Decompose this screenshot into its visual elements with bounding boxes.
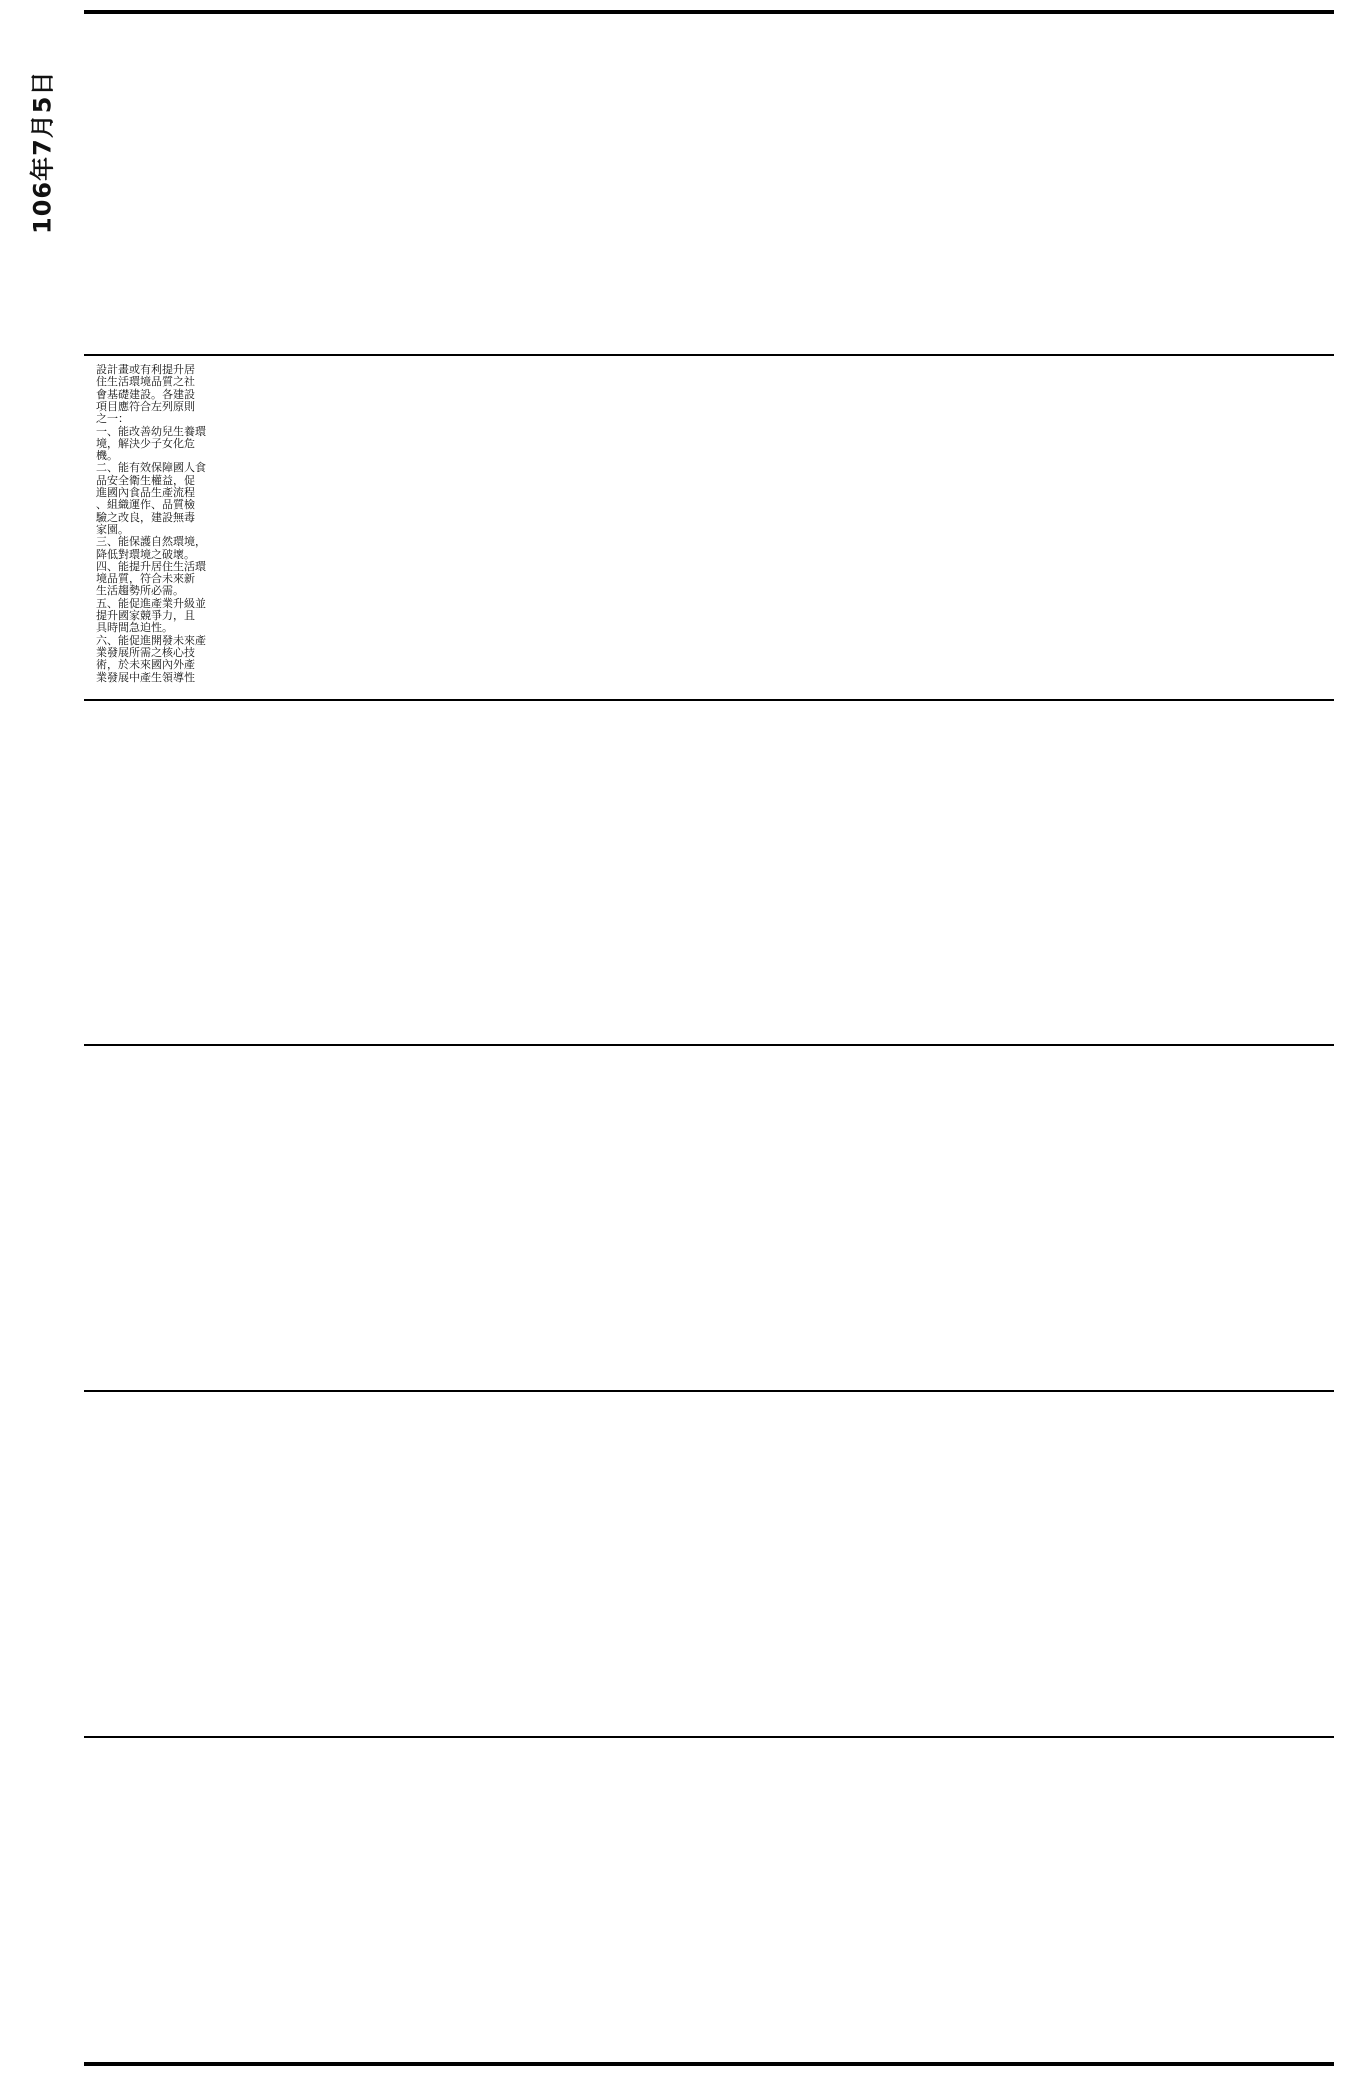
text-line: 生活趨勢所必需。 [96,584,184,598]
text-line: 境，解決少子女化危 [96,436,195,450]
text-line: 四、能提升居住生活環 [96,559,206,573]
table-cell-empty-6 [84,1738,1334,2060]
text-line: 、組織運作、品質檢 [96,498,195,512]
text-line: 會基礎建設。各建設 [96,387,195,401]
table-cell-empty-4 [84,1046,1334,1388]
text-line: 一、能改善幼兒生養環 [96,424,206,438]
text-line: 二、能有效保障國人食 [96,461,206,475]
text-line: 降低對環境之破壞。 [96,547,195,561]
text-line: 業發展中產生領導性 [96,670,195,684]
text-line: 機。 [96,449,118,463]
row-divider-1 [84,354,1334,356]
text-line: 境品質，符合未來新 [96,572,195,586]
text-line: 進國內食品生產流程 [96,486,195,499]
text-line: 六、能促進開發未來產 [96,633,206,647]
document-date: 106年7月5日 [28,70,57,234]
text-line: 之一： [96,412,129,426]
text-line: 住生活環境品質之社 [96,375,195,389]
text-line: 設計畫或有利提升居 [96,364,195,376]
text-line: 三、能保護自然環境， [96,535,206,549]
text-line: 家園。 [96,522,129,536]
table-cell-empty-3 [84,701,1334,1042]
table-cell-empty-5 [84,1392,1334,1734]
table-cell-empty-top [84,14,1334,352]
table-cell-text [96,364,1326,692]
text-line: 具時間急迫性。 [96,621,173,635]
text-line: 術，於未來國內外產 [96,658,195,672]
text-line: 提升國家競爭力，且 [96,609,195,622]
text-line: 五、能促進產業升級並 [96,596,206,610]
text-line: 品安全衛生權益，促 [96,473,195,487]
text-line: 驗之改良，建設無毒 [96,510,195,524]
text-line: 業發展所需之核心技 [96,645,195,659]
bottom-border [84,2062,1334,2066]
text-line: 項目應符合左列原則 [96,399,195,413]
